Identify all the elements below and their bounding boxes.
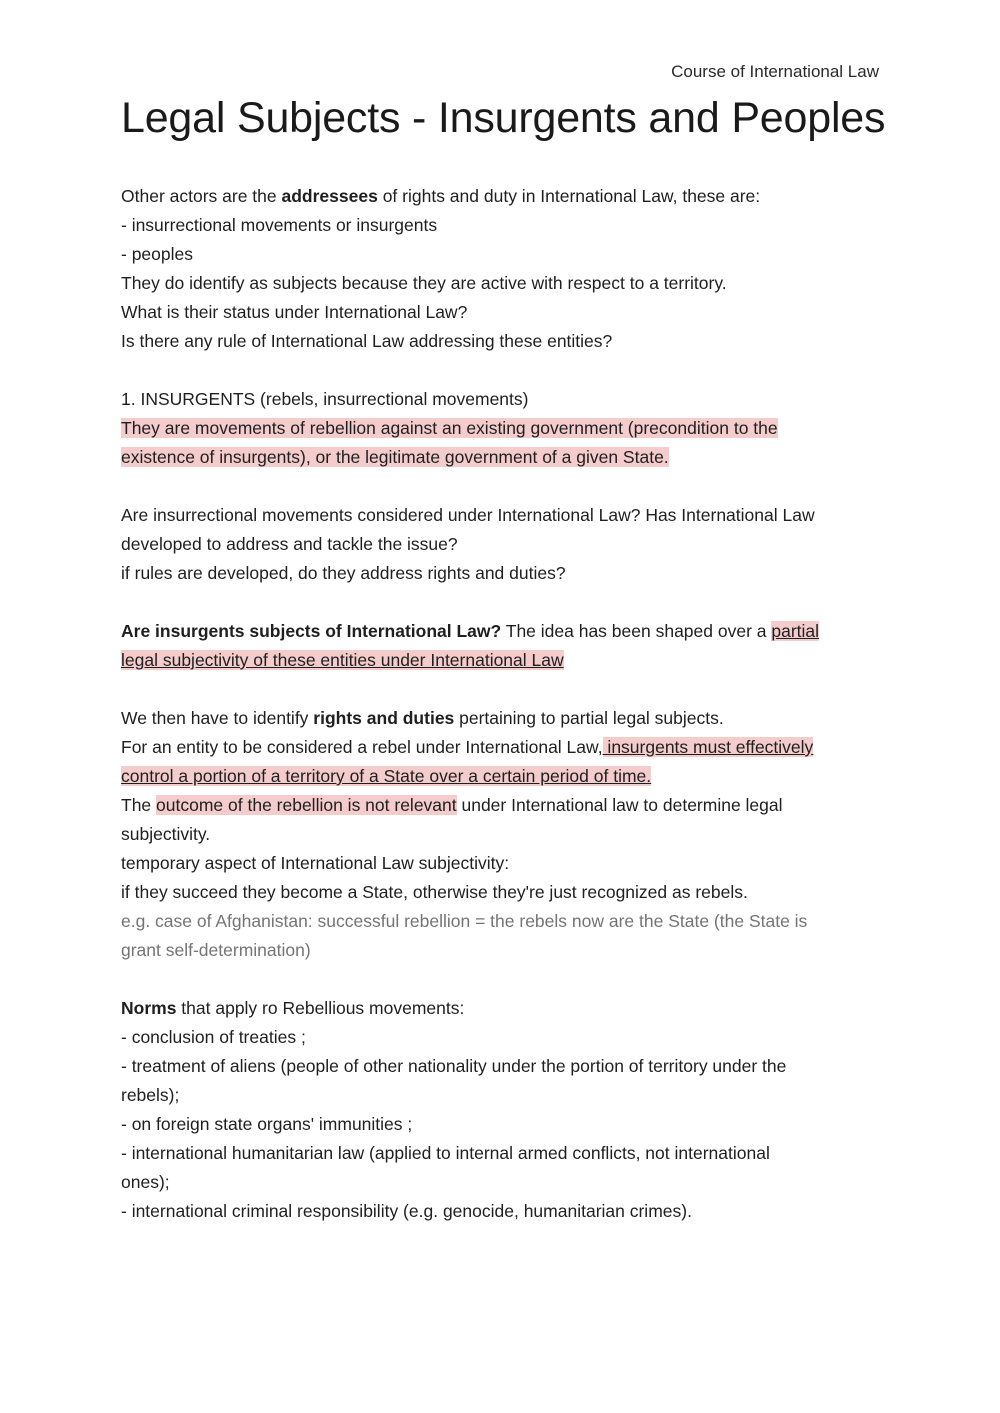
text-run: under International law to determine legal	[456, 795, 783, 815]
text-run: that apply ro Rebellious movements:	[176, 998, 465, 1018]
text-run: We then have to identify	[121, 708, 314, 728]
spacer	[121, 965, 879, 994]
highlighted-underlined-text: insurgents must effectively	[602, 737, 814, 757]
norms-item: - conclusion of treaties ;	[121, 1027, 306, 1047]
text-run: For an entity to be considered a rebel under International Law,	[121, 737, 603, 757]
bold-term: rights and duties	[313, 708, 455, 728]
intro-line-6: Is there any rule of International Law addressing these entities?	[121, 331, 613, 351]
section-heading-insurgents: 1. INSURGENTS (rebels, insurrectional movements)	[121, 389, 529, 409]
subjectivity-line-2	[121, 646, 879, 675]
document-body	[121, 182, 879, 1226]
spacer	[121, 472, 879, 501]
text-run: Other actors are the	[121, 186, 282, 206]
highlighted-underlined-text: legal subjectivity of these entities under International Law	[121, 650, 564, 670]
text-run: pertaining to partial legal subjects.	[454, 708, 724, 728]
bold-term: Norms	[121, 998, 177, 1018]
page-title: Legal Subjects - Insurgents and Peoples	[121, 94, 886, 142]
intro-line-4: They do identify as subjects because they are active with respect to a territory.	[121, 273, 727, 293]
spacer	[121, 588, 879, 617]
spacer	[121, 356, 879, 385]
text-run: The	[121, 795, 157, 815]
intro-line-1	[121, 182, 879, 211]
entity-line-1	[121, 733, 879, 762]
bold-term: addressees	[281, 186, 378, 206]
highlighted-text: They are movements of rebellion against an existing government (precondition to the	[121, 418, 778, 438]
outcome-line-2: subjectivity.	[121, 824, 211, 844]
intro-line-2: - insurrectional movements or insurgents	[121, 215, 438, 235]
rights-duties-line	[121, 704, 879, 733]
highlighted-text: existence of insurgents), or the legitimate government of a given State.	[121, 447, 669, 467]
definition-line-1	[121, 414, 879, 443]
temporary-line: temporary aspect of International Law subjectivity:	[121, 853, 510, 873]
norms-item: - international humanitarian law (applied to internal armed conflicts, not international	[121, 1143, 770, 1163]
highlighted-underlined-text: partial	[771, 621, 820, 641]
bold-question: Are insurgents subjects of International Law?	[121, 621, 502, 641]
norms-heading	[121, 994, 879, 1023]
intro-line-5: What is their status under International Law?	[121, 302, 468, 322]
course-label: Course of International Law	[671, 62, 879, 81]
outcome-line-1	[121, 791, 879, 820]
question-line-2: developed to address and tackle the issue?	[121, 534, 458, 554]
intro-line-3: - peoples	[121, 244, 193, 264]
norms-item: - on foreign state organs' immunities ;	[121, 1114, 413, 1134]
norms-item: - international criminal responsibility (e.g. genocide, humanitarian crimes).	[121, 1201, 692, 1221]
subjectivity-line-1	[121, 617, 879, 646]
example-line-1: e.g. case of Afghanistan: successful rebellion = the rebels now are the State (the State is	[121, 911, 808, 931]
norms-item: - treatment of aliens (people of other nationality under the portion of territory under the	[121, 1056, 787, 1076]
norms-item: rebels);	[121, 1085, 180, 1105]
highlighted-text: outcome of the rebellion is not relevant	[156, 795, 457, 815]
text-run: of rights and duty in International Law, these are:	[377, 186, 761, 206]
text-run: The idea has been shaped over a	[501, 621, 772, 641]
norms-item: ones);	[121, 1172, 170, 1192]
spacer	[121, 675, 879, 704]
question-line-1: Are insurrectional movements considered under International Law? Has International Law	[121, 505, 815, 525]
example-line-2: grant self-determination)	[121, 940, 311, 960]
succeed-line: if they succeed they become a State, otherwise they're just recognized as rebels.	[121, 882, 748, 902]
highlighted-underlined-text: control a portion of a territory of a State over a certain period of time.	[121, 766, 652, 786]
question-line-3: if rules are developed, do they address rights and duties?	[121, 563, 566, 583]
definition-line-2	[121, 443, 879, 472]
entity-line-2	[121, 762, 879, 791]
